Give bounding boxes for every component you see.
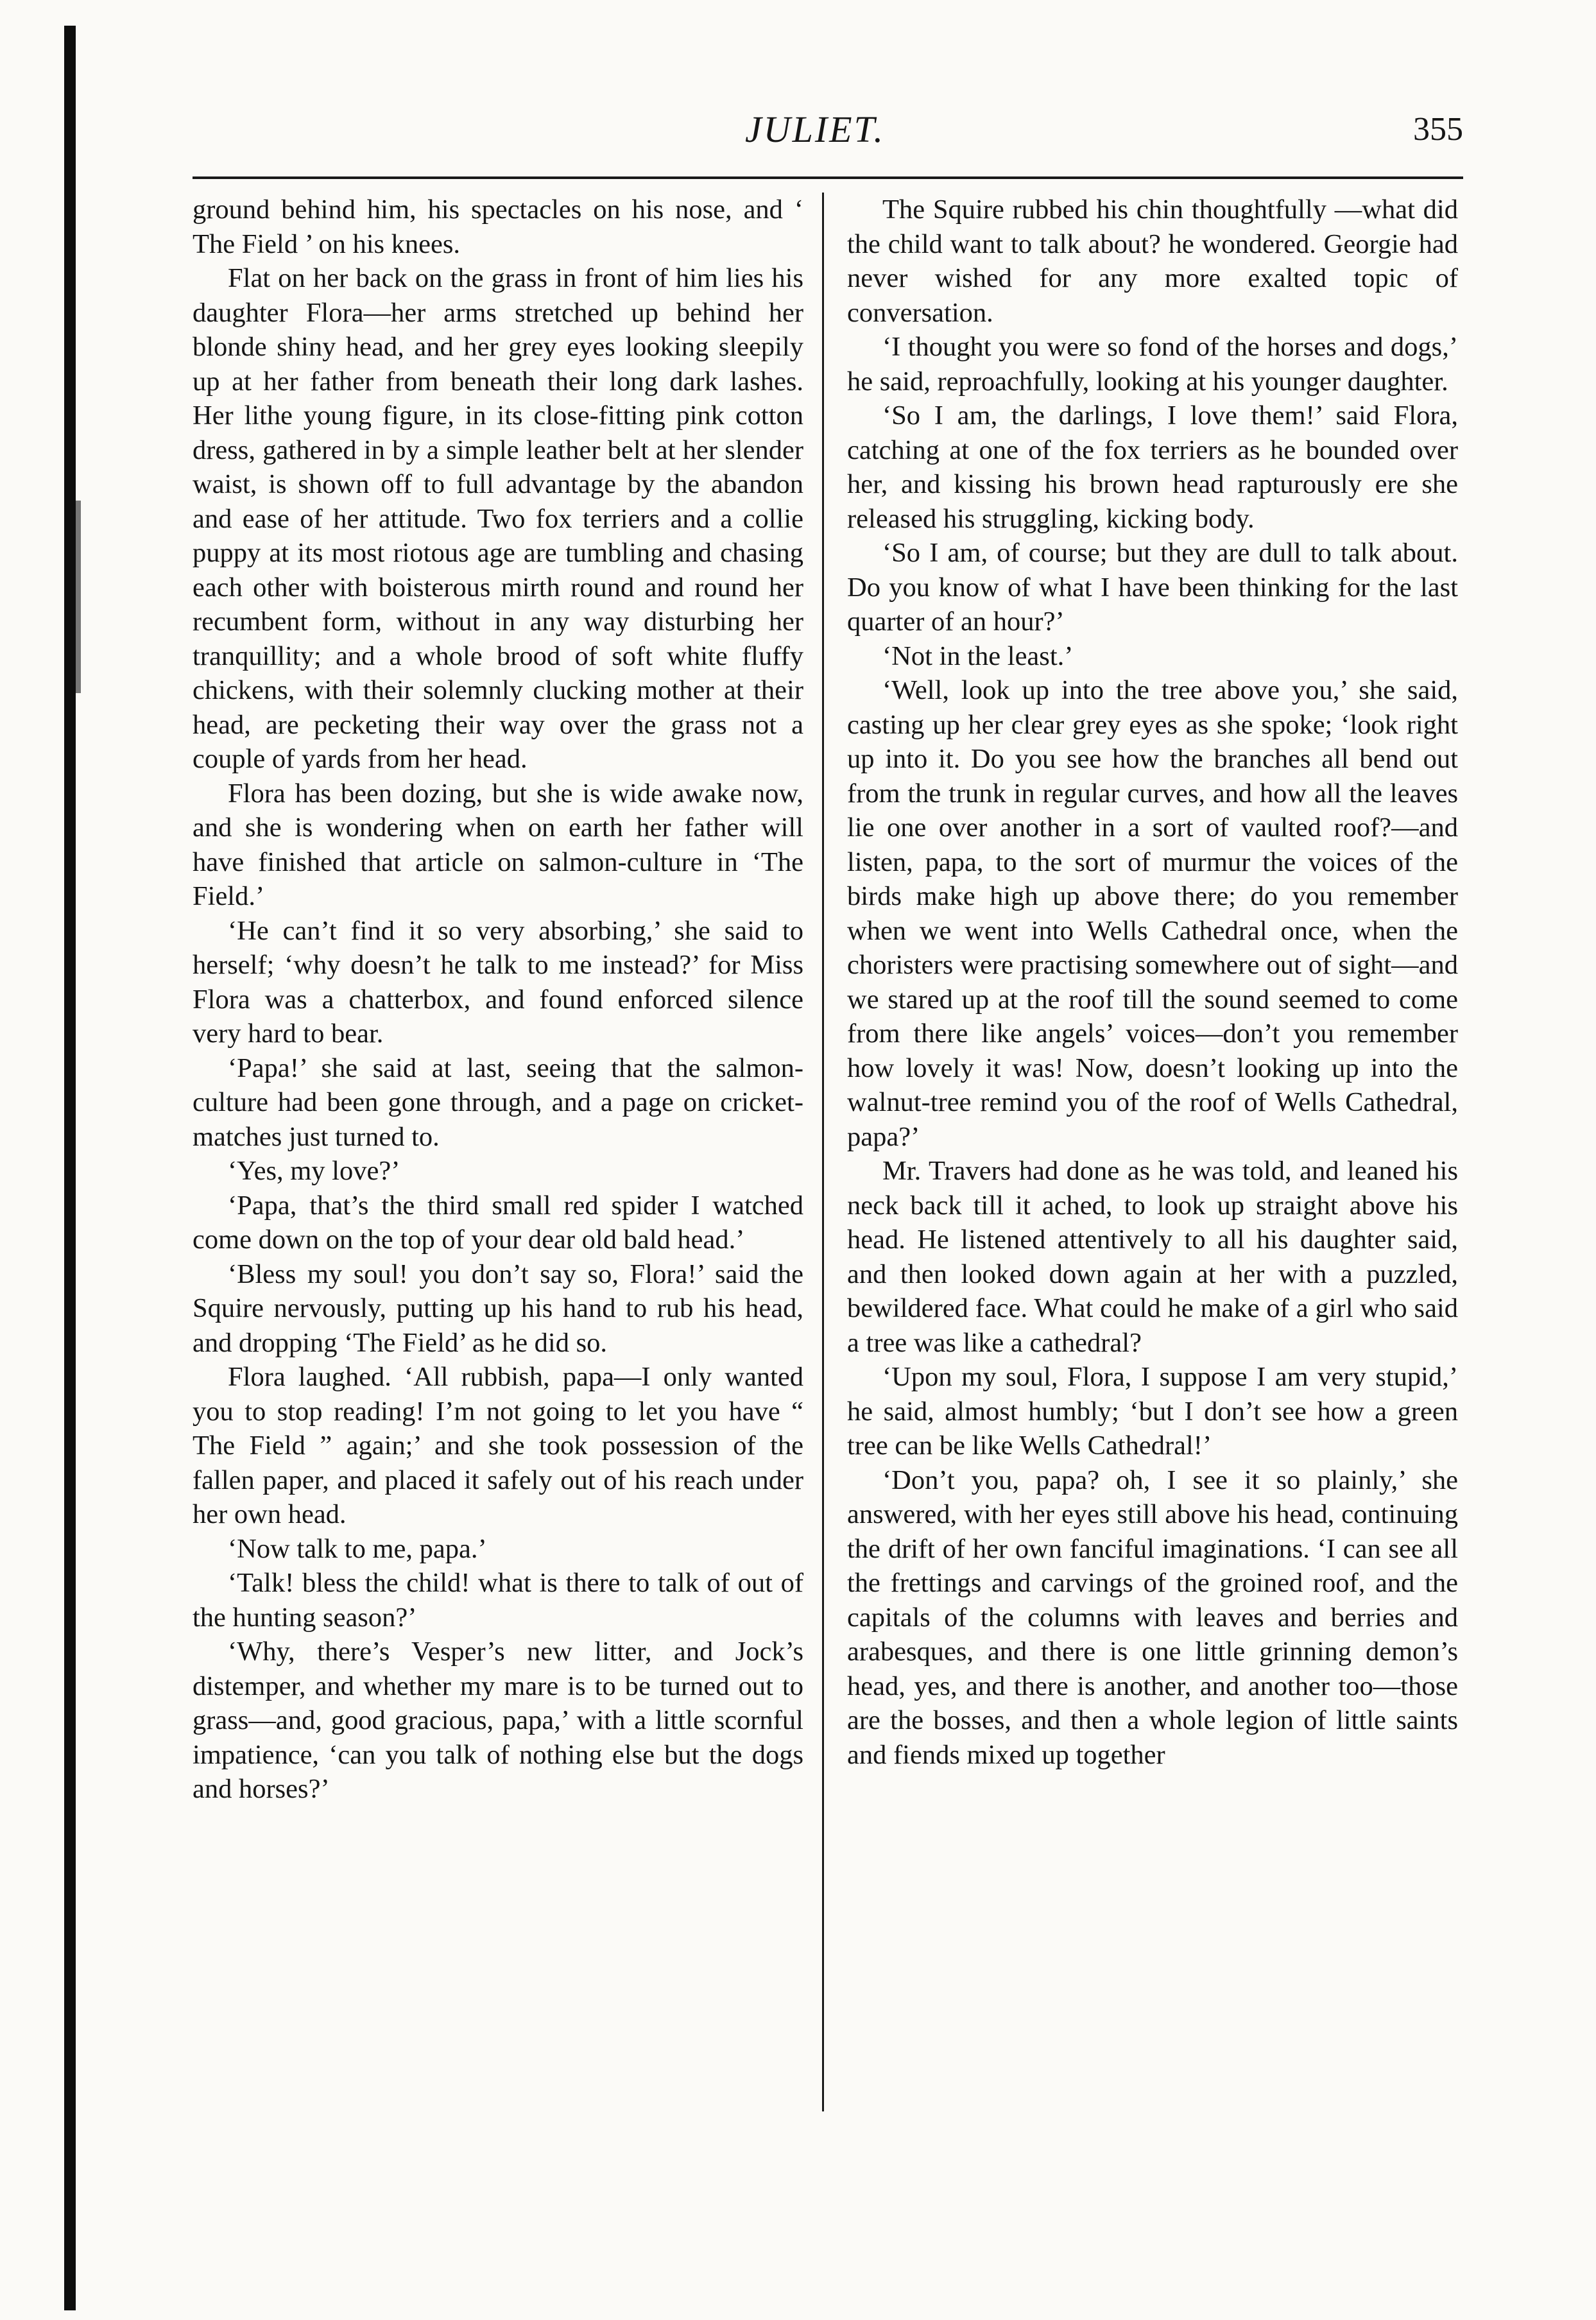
paragraph: ‘Why, there’s Vesper’s new litter, and Jock’s distemper, and whether my mare is to be turned out to grass—and, good gracious, papa,’ with a little scornful impatience, ‘can you talk of nothing else but the dogs and horses?’ [193,1637,803,1804]
running-title: JULIET. [744,108,886,150]
page-number: 355 [1413,111,1463,148]
binding-shadow [76,501,81,693]
paragraph: ‘Upon my soul, Flora, I suppose I am very stupid,’ he said, almost humbly; ‘but I don’t see how a green tree can be like Wells Cathedral!’ [847,1362,1458,1461]
paragraph: ‘Not in the least.’ [882,640,1074,671]
paragraph: ‘Talk! bless the child! what is there to talk of out of the hunting season?’ [193,1568,803,1633]
paragraph: ‘Don’t you, papa? oh, I see it so plainly,’ she answered, with her eyes still above his head, continuing the drift of her own fanciful imaginations. ‘I can see all the frettings and carvings of the groined roof, and the capitals of the columns with leaves and berries and arabesques, and there is one little grinning demon’s head, yes, and there is another, and another too—those are the bosses, and then a whole legion of little saints and fiends mixed up together [847,1465,1458,1770]
paragraph: ‘Bless my soul! you don’t say so, Flora!’ said the Squire nervously, putting up his hand to rub his head, and dropping ‘The Field’ as he did so. [193,1259,803,1358]
paragraph: Mr. Travers had done as he was told, and leaned his neck back till it ached, to look up straight above his head. He listened attentively to all his daughter said, and then looked down again at her with a puzzled, bewildered face. What could he make of a girl who said a tree was like a cathedral? [847,1156,1458,1358]
paragraph: ‘I thought you were so fond of the horses and dogs,’ he said, reproachfully, looking at his younger daughter. [847,332,1458,397]
paragraph: Flat on her back on the grass in front of him lies his daughter Flora—her arms stretched up behind her blonde shiny head, and her grey eyes looking sleepily up at her father from beneath their long dark lashes. Her lithe young figure, in its close-fitting pink cotton dress, gathered in by a simple leather belt at her slender waist, is shown off to full advantage by the abandon and ease of her attitude. Two fox terriers and a collie puppy at its most riotous age are tumbling and chasing each other with boisterous mirth round and round her recumbent form, without in any way disturbing her tranquillity; and a whole brood of soft white fluffy chickens, with their solemnly clucking mother at their head, are pecketing their way over the grass not a couple of yards from her head. [193,263,803,774]
paragraph: ‘Papa, that’s the third small red spider I watched come down on the top of your dear old bald head.’ [193,1190,803,1255]
paragraph: ‘He can’t find it so very absorbing,’ she said to herself; ‘why doesn’t he talk to me instead?’ for Miss Flora was a chatterbox, and found enforced silence very hard to bear. [193,915,803,1049]
paragraph: ‘Papa!’ she said at last, seeing that the salmon-culture had been gone through, and a page on cricket-matches just turned to. [193,1053,803,1152]
paragraph: The Squire rubbed his chin thoughtfully —what did the child want to talk about? he wondered. Georgie had never wished for any more exalted topic of conversation. [847,194,1458,328]
paragraph: Flora has been dozing, but she is wide awake now, and she is wondering when on earth her father will have finished that article on salmon-culture in ‘The Field.’ [193,778,803,911]
paragraph: ‘So I am, the darlings, I love them!’ said Flora, catching at one of the fox terriers as he bounded over her, and kissing his brown head rapturously ere she released his struggling, kicking body. [847,400,1458,534]
paragraph: ‘Yes, my love?’ [228,1156,400,1186]
column-divider [822,193,824,2111]
header-rule [193,176,1463,179]
paragraph: ground behind him, his spectacles on his nose, and ‘ The Field ’ on his knees. [193,194,803,259]
paragraph: ‘Now talk to me, papa.’ [228,1533,487,1564]
paragraph: Flora laughed. ‘All rubbish, papa—I only wanted you to stop reading! I’m not going to let you have “ The Field ” again;’ and she took possession of the fallen paper, and placed it safely out of his reach under her own head. [193,1362,803,1529]
book-binding-edge [64,26,76,2310]
right-column [847,193,1458,2131]
left-column [193,193,803,2131]
paragraph: ‘So I am, of course; but they are dull to talk about. Do you know of what I have been thinking for the last quarter of an hour?’ [847,538,1458,637]
paragraph: ‘Well, look up into the tree above you,’ she said, casting up her clear grey eyes as she spoke; ‘look right up into it. Do you see how the branches all bend out from the trunk in regular curves, and how all the leaves lie one over another in a sort of vaulted roof?—and listen, papa, to the sort of murmur the voices of the birds make high up above there; do you remember when we went into Wells Cathedral once, when the choristers were practising somewhere out of sight—and we stared up at the roof till the sound seemed to come from there like angels’ voices—don’t you remember how lovely it was! Now, doesn’t looking up into the walnut-tree remind you of the roof of Wells Cathedral, papa?’ [847,675,1458,1152]
